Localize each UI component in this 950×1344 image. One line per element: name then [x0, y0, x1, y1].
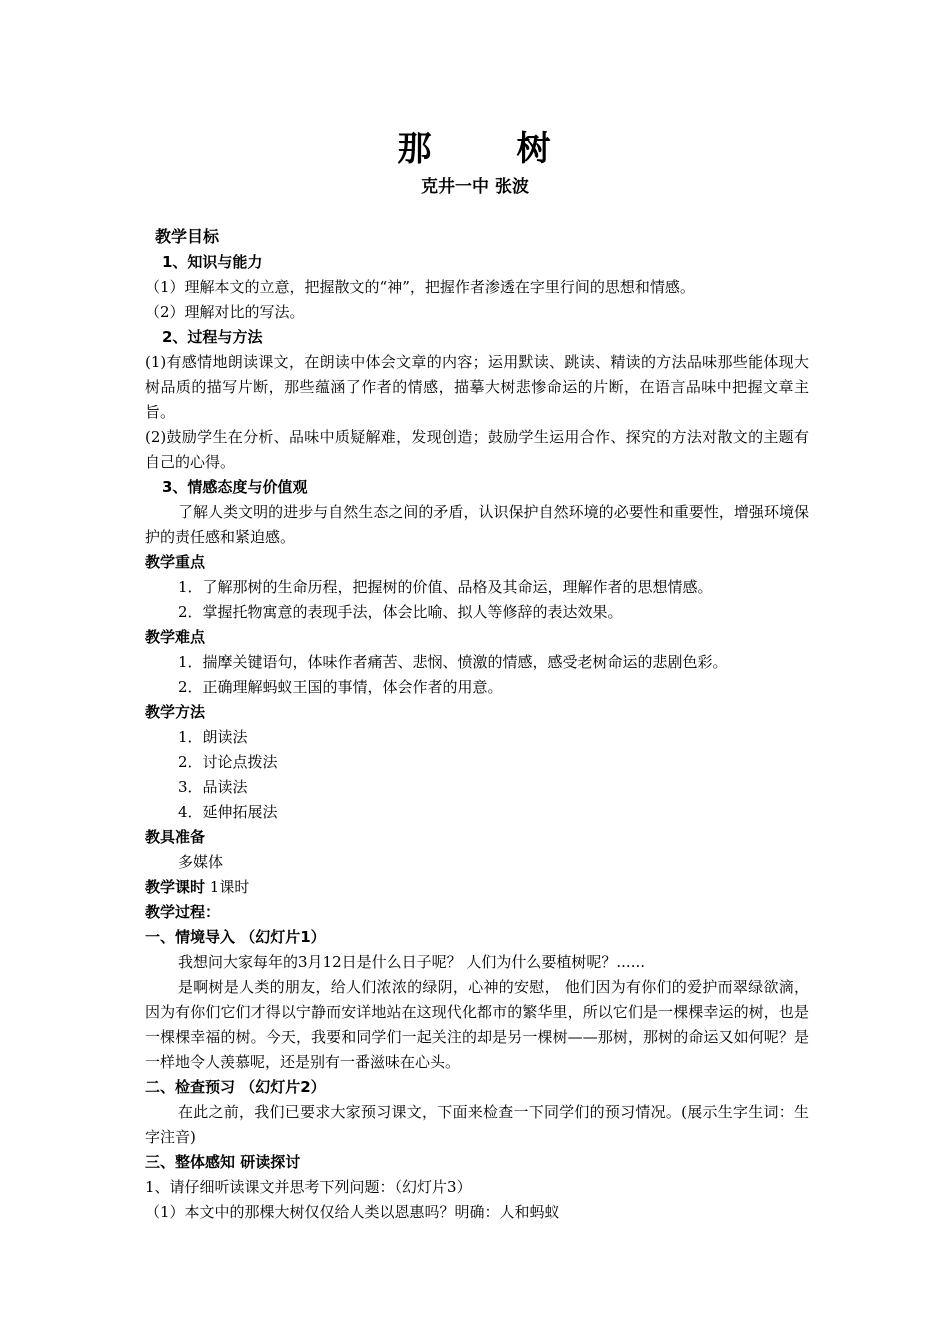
document-body: [145, 224, 809, 1225]
page-title: [0, 126, 950, 172]
difficulties-heading: 教学难点: [145, 628, 206, 646]
section-3-answer: （1）本文中的那棵大树仅仅给人类以恩惠吗？明确：人和蚂蚁: [145, 1203, 560, 1221]
tools-text: 多媒体: [178, 853, 224, 871]
section-1-heading: 一、情境导入 （幻灯片1）: [145, 928, 326, 946]
process-method-item: (2)鼓励学生在分析、品味中质疑解难，发现创造；鼓励学生运用合作、探究的方法对散文的主题有自己的心得。: [145, 428, 809, 471]
method-item: 1．朗读法: [178, 728, 248, 746]
difficulty-item: 1．揣摩关键语句，体味作者痛苦、悲悯、愤激的情感，感受老树命运的悲剧色彩。: [178, 653, 728, 671]
section-1-paragraph: 我想问大家每年的3月12日是什么日子呢？ 人们为什么要植树呢？......: [178, 953, 646, 971]
process-heading: 教学过程：: [145, 903, 221, 921]
title-char-1: 那: [397, 129, 434, 169]
section-3-heading: 三、整体感知 研读探讨: [145, 1153, 301, 1171]
knowledge-heading: 1、知识与能力: [162, 253, 263, 271]
knowledge-item: （1）理解本文的立意，把握散文的“神”，把握作者渗透在字里行间的思想和情感。: [145, 278, 695, 296]
tools-heading: 教具准备: [145, 828, 206, 846]
hours-heading: 教学课时: [145, 878, 206, 896]
method-item: 2．讨论点拨法: [178, 753, 278, 771]
section-1-paragraph: 是啊树是人类的朋友，给人们浓浓的绿阴，心神的安慰， 他们因为有你们的爱护而翠绿欲滴，因为有你们它们才得以宁静而安详地站在这现代化都市的繁华里，所以它们是一棵棵幸运的树，也是一棵棵幸福的树。今天，我要和同学们一起关注的却是另一棵树——那树，那树的命运又如何呢？是一样地令人羡慕呢，还是别有一番滋味在心头。: [145, 978, 809, 1071]
hours-text: 1课时: [209, 878, 250, 896]
process-method-item: (1)有感情地朗读课文，在朗读中体会文章的内容；运用默读、跳读、精读的方法品味那些能体现大树品质的描写片断，那些蕴涵了作者的情感，描摹大树悲惨命运的片断，在语言品味中把握文章主旨。: [145, 353, 809, 421]
hours-line: [145, 875, 809, 900]
section-2-paragraph: 在此之前，我们已要求大家预习课文，下面来检查一下同学们的预习情况。(展示生字生词：生字注音): [145, 1103, 809, 1146]
goals-heading: 教学目标: [155, 227, 220, 246]
methods-heading: 教学方法: [145, 703, 206, 721]
emotion-heading: 3、情感态度与价值观: [162, 478, 308, 496]
section-2-heading: 二、检查预习 （幻灯片2）: [145, 1078, 326, 1096]
process-method-heading: 2、过程与方法: [162, 328, 263, 346]
key-points-heading: 教学重点: [145, 553, 206, 571]
method-item: 3．品读法: [178, 778, 248, 796]
difficulty-item: 2．正确理解蚂蚁王国的事情，体会作者的用意。: [178, 678, 503, 696]
method-item: 4．延伸拓展法: [178, 803, 278, 821]
section-3-question: 1、请仔细听读课文并思考下列问题：（幻灯片3）: [145, 1178, 472, 1196]
key-point-item: 2．掌握托物寓意的表现手法，体会比喻、拟人等修辞的表达效果。: [178, 603, 623, 621]
knowledge-item: （2）理解对比的写法。: [145, 303, 305, 321]
author-line: 克井一中 张波: [421, 177, 529, 197]
key-point-item: 1．了解那树的生命历程，把握树的价值、品格及其命运，理解作者的思想情感。: [178, 578, 713, 596]
emotion-text: 了解人类文明的进步与自然生态之间的矛盾，认识保护自然环境的必要性和重要性，增强环境保护的责任感和紧迫感。: [145, 503, 809, 546]
title-char-2: 树: [516, 129, 553, 169]
